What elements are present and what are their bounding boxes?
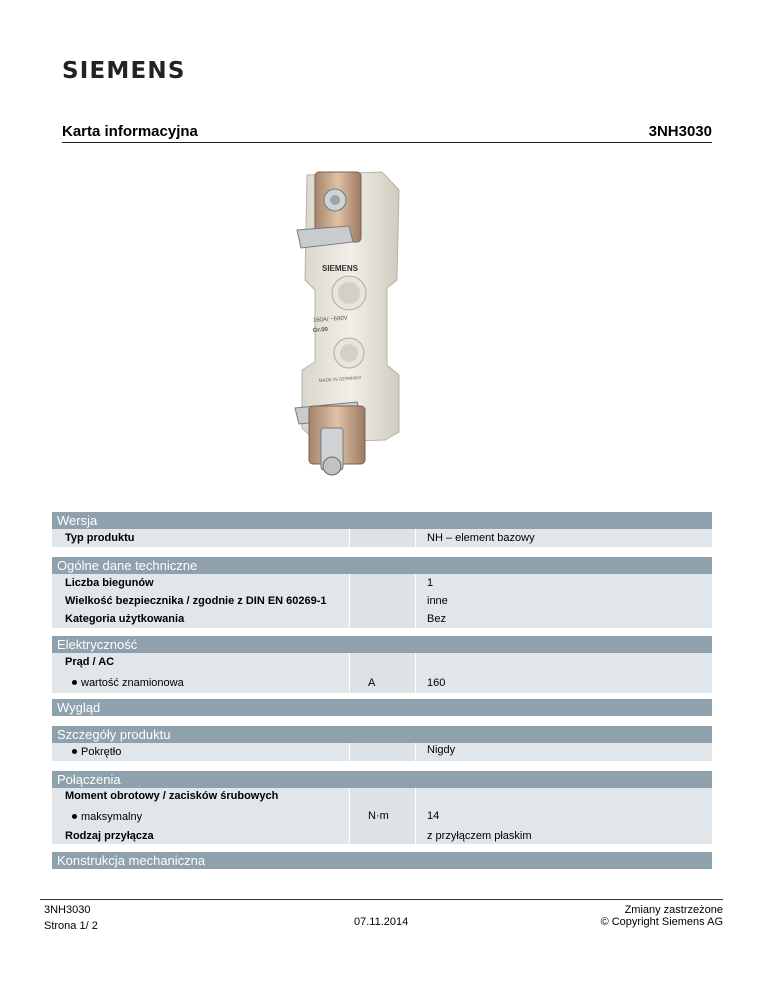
section-rows-wersja <box>52 529 712 547</box>
row-label: Rodzaj przyłącza <box>65 830 154 842</box>
footer-page: Strona 1/ 2 <box>44 920 98 932</box>
section-rows-polaczenia <box>52 788 712 844</box>
section-rows-elektrycznosc <box>52 653 712 693</box>
footer-code: 3NH3030 <box>44 904 91 916</box>
fuse-base-image <box>287 170 417 490</box>
table-row <box>52 592 712 610</box>
row-value: 14 <box>427 810 440 822</box>
table-row <box>52 653 712 671</box>
table-row <box>52 806 712 826</box>
image-rating-text: 160A/ ~690V <box>312 315 348 324</box>
row-value: 1 <box>427 577 434 589</box>
table-row <box>52 610 712 628</box>
product-code: 3NH3030 <box>648 123 712 140</box>
table-row <box>52 826 712 844</box>
bullet-icon <box>72 680 77 685</box>
footer-date: 07.11.2014 <box>354 916 409 928</box>
row-label: Prąd / AC <box>65 656 115 668</box>
section-header-wersja: Wersja <box>52 512 712 529</box>
section-rows-szczegoly <box>52 743 712 761</box>
siemens-logo: SIEMENS <box>62 58 186 84</box>
document-title-bar <box>62 122 712 143</box>
row-label: Moment obrotowy / zacisków śrubowych <box>65 790 279 802</box>
row-label: maksymalny <box>72 811 142 823</box>
section-header-wyglad: Wygląd <box>52 699 712 716</box>
footer-divider <box>40 899 723 900</box>
bullet-icon <box>72 749 77 754</box>
row-value: Nigdy <box>427 744 456 756</box>
row-value: inne <box>427 595 448 607</box>
row-value: z przyłączem płaskim <box>427 830 532 842</box>
bullet-icon <box>72 814 77 819</box>
footer-copyright: © Copyright Siemens AG <box>600 916 723 928</box>
row-label: Wielkość bezpiecznika / zgodnie z DIN EN 60269-1 <box>65 595 327 607</box>
row-unit: N·m <box>368 810 389 822</box>
table-row <box>52 671 712 693</box>
image-brand-text: SIEMENS <box>322 264 359 273</box>
row-value: NH – element bazowy <box>427 532 535 544</box>
section-header-ogolne: Ogólne dane techniczne <box>52 557 712 574</box>
row-value: 160 <box>427 677 446 689</box>
row-unit: A <box>368 677 376 689</box>
section-rows-ogolne <box>52 574 712 628</box>
row-label: Typ produktu <box>65 532 135 544</box>
table-row <box>52 529 712 547</box>
doc-title: Karta informacyjna <box>62 123 198 140</box>
row-value: Bez <box>427 613 446 625</box>
section-header-polaczenia: Połączenia <box>52 771 712 788</box>
footer-rights: Zmiany zastrzeżone <box>624 904 723 916</box>
section-header-elektrycznosc: Elektryczność <box>52 636 712 653</box>
row-label: Liczba biegunów <box>65 577 154 589</box>
table-row <box>52 788 712 806</box>
table-row <box>52 574 712 592</box>
image-size-text: Gr.00 <box>312 326 329 334</box>
image-made-in-text: MADE IN GERMANY <box>318 375 362 383</box>
row-label: Pokrętło <box>72 746 121 758</box>
row-label: Kategoria użytkowania <box>65 613 185 625</box>
section-header-szczegoly: Szczegóły produktu <box>52 726 712 743</box>
row-label: wartość znamionowa <box>72 677 184 689</box>
table-row <box>52 743 712 761</box>
section-header-konstrukcja: Konstrukcja mechaniczna <box>52 852 712 869</box>
